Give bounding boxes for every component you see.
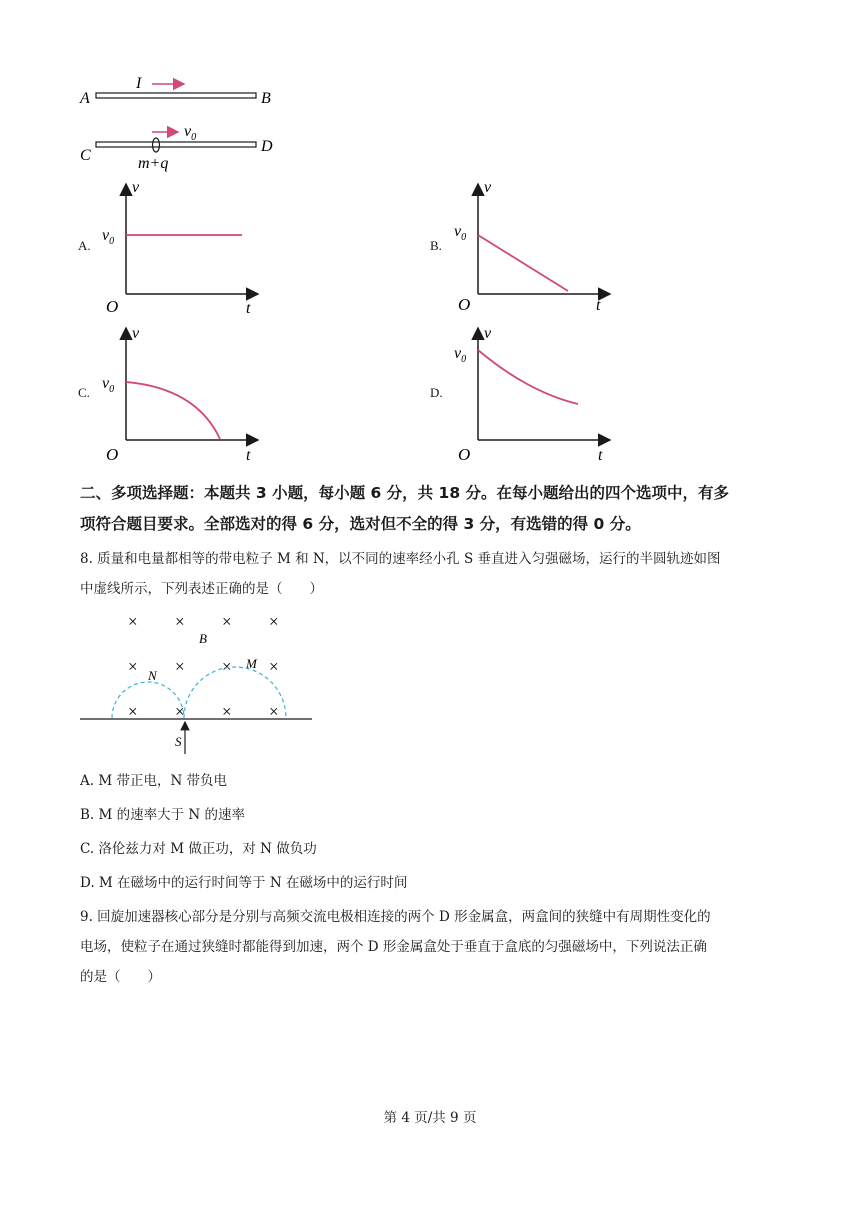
particle-label-m: M xyxy=(246,656,257,671)
field-cross: × xyxy=(269,612,279,631)
y-axis-label: v xyxy=(484,179,492,196)
question-8-line-2: 中虚线所示，下列表述正确的是（ ） xyxy=(80,581,323,597)
rod-label-c: C xyxy=(80,147,91,164)
field-cross: × xyxy=(222,657,232,676)
y-axis-label: v xyxy=(132,325,140,342)
rod-cd xyxy=(96,142,256,147)
wire-rod-figure xyxy=(70,70,310,180)
graph-b xyxy=(448,178,618,318)
field-cross: × xyxy=(128,657,138,676)
q8-option-d: D. M 在磁场中的运行时间等于 N 在磁场中的运行时间 xyxy=(80,875,408,891)
x-axis-label: t xyxy=(246,447,251,464)
option-d-label: D. xyxy=(430,385,443,400)
particle-label: m+q xyxy=(138,155,169,172)
graph-a xyxy=(96,178,266,318)
question-8 xyxy=(80,544,790,604)
q8-option-b: B. M 的速率大于 N 的速率 xyxy=(80,807,246,823)
question-9-line-2: 电场，使粒子在通过狭缝时都能得到加速，两个 D 形金属盒处于垂直于盒底的匀强磁场中，下列说法正确 xyxy=(80,939,707,955)
origin-label: O xyxy=(106,297,119,316)
curve-c xyxy=(126,382,220,439)
current-label: I xyxy=(136,75,142,92)
field-cross: × xyxy=(128,612,138,631)
graph-c xyxy=(96,322,266,467)
trajectory-n xyxy=(112,682,184,718)
field-label-b: B xyxy=(199,631,207,646)
magnetic-field-figure xyxy=(78,606,318,756)
v0-label: $v_0$ xyxy=(454,345,467,365)
v0-label: $v_0$ xyxy=(454,223,467,243)
velocity-label: $v_0$ xyxy=(184,123,197,143)
origin-label: O xyxy=(458,295,471,314)
rod-label-d: D xyxy=(261,138,273,155)
hole-label-s: S xyxy=(175,734,182,749)
question-9 xyxy=(80,902,790,992)
question-9-line-3: 的是（ ） xyxy=(80,969,161,985)
field-cross: × xyxy=(175,612,185,631)
field-cross: × xyxy=(175,657,185,676)
q8-option-a: A. M 带正电，N 带负电 xyxy=(80,773,228,789)
field-cross: × xyxy=(175,702,185,721)
question-9-line-1: 9. 回旋加速器核心部分是分别与高频交流电极相连接的两个 D 形金属盒，两盒间的狭缝中有周期性变化的 xyxy=(80,909,711,925)
page-footer: 第 4 页/共 9 页 xyxy=(383,1110,477,1126)
particle-label-n: N xyxy=(148,668,157,683)
graph-d xyxy=(448,322,618,467)
ring-particle xyxy=(153,138,160,152)
option-b-label: B. xyxy=(430,238,442,253)
option-a-label: A. xyxy=(78,238,91,253)
wire-ab xyxy=(96,93,256,98)
q8-option-c: C. 洛伦兹力对 M 做正功，对 N 做负功 xyxy=(80,841,317,857)
y-axis-label: v xyxy=(132,179,140,196)
field-cross: × xyxy=(222,612,232,631)
x-axis-label: t xyxy=(246,300,251,317)
field-cross: × xyxy=(128,702,138,721)
origin-label: O xyxy=(106,445,119,464)
origin-label: O xyxy=(458,445,471,464)
section-header-line-1: 二、多项选择题：本题共 3 小题，每小题 6 分，共 18 分。在每小题给出的四个选项中，有多 xyxy=(80,484,730,502)
field-cross: × xyxy=(222,702,232,721)
v0-label: $v_0$ xyxy=(102,375,115,395)
y-axis-label: v xyxy=(484,325,492,342)
wire-label-a: A xyxy=(80,90,90,107)
v0-label: $v_0$ xyxy=(102,227,115,247)
section-header-line-2: 项符合题目要求。全部选对的得 6 分，选对但不全的得 3 分，有选错的得 0 分。 xyxy=(80,515,641,533)
option-c-label: C. xyxy=(78,385,90,400)
section-header xyxy=(80,478,790,540)
x-axis-label: t xyxy=(596,297,601,314)
x-axis-label: t xyxy=(598,447,603,464)
wire-label-b: B xyxy=(261,90,271,107)
question-8-line-1: 8. 质量和电量都相等的带电粒子 M 和 N，以不同的速率经小孔 S 垂直进入匀强磁场，运行的半圆轨迹如图 xyxy=(80,551,721,567)
field-cross: × xyxy=(269,702,279,721)
curve-d xyxy=(478,350,578,404)
curve-b xyxy=(478,235,568,291)
field-cross: × xyxy=(269,657,279,676)
